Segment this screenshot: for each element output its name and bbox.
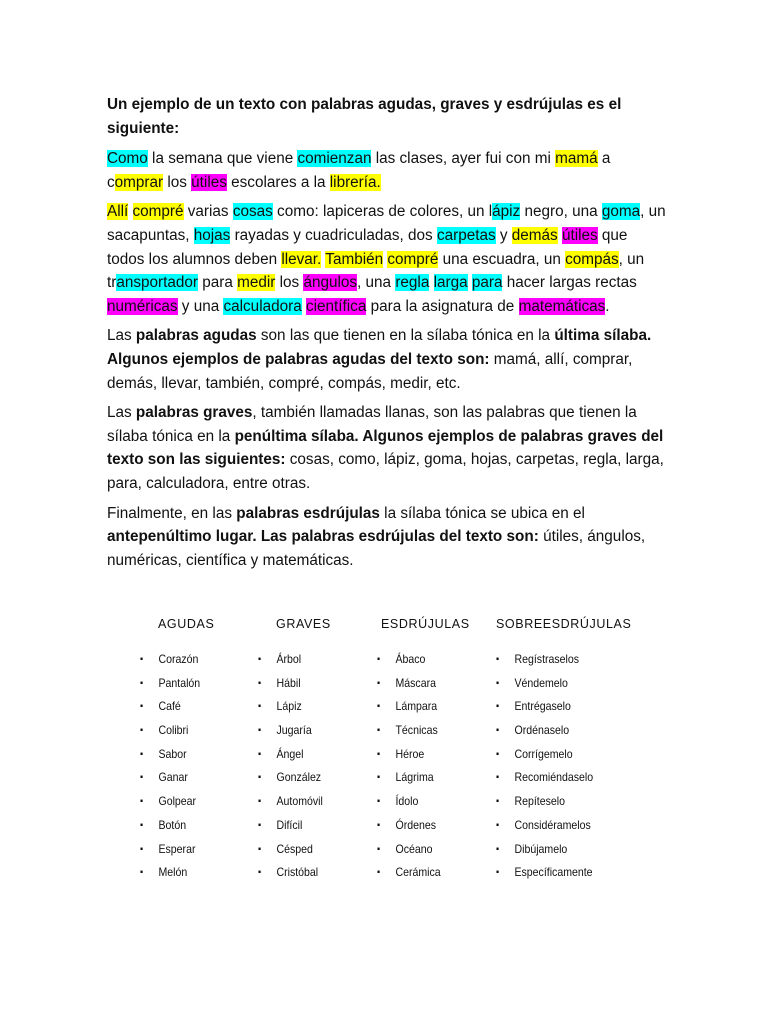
word-list-item <box>140 743 246 767</box>
word-list-item <box>496 814 602 838</box>
column-graves <box>258 612 381 885</box>
text-run: , también llamadas llanas, son las palabras que tienen la sílaba tónica en la <box>107 404 637 445</box>
word-list-item <box>258 695 364 719</box>
word-text: Ganar <box>158 770 188 785</box>
highlighted-word: ángulos <box>303 274 358 292</box>
text-run: son las que tienen en la sílaba tónica en la <box>256 327 555 345</box>
word-list-item <box>258 861 364 885</box>
text-run: , un sacapuntas, <box>107 203 666 244</box>
word-text: Océano <box>395 841 433 856</box>
bullet-icon: ▪ <box>496 796 500 808</box>
word-text: González <box>276 770 322 785</box>
column-header: AGUDAS <box>158 617 215 631</box>
highlighted-word: omprar <box>114 173 164 191</box>
example-paragraph-1 <box>107 147 667 194</box>
highlighted-word: cosas <box>232 203 273 221</box>
bullet-icon: ▪ <box>496 701 500 713</box>
highlighted-word: medir <box>237 274 276 292</box>
word-list-item <box>258 648 364 672</box>
column-header: GRAVES <box>276 617 331 631</box>
word-list-item <box>140 648 246 672</box>
word-list-item <box>140 790 246 814</box>
word-list-item <box>377 766 483 790</box>
word-text: Botón <box>158 817 187 832</box>
word-text: Cerámica <box>395 865 441 880</box>
word-text: Lápiz <box>276 699 302 714</box>
graves-paragraph <box>107 401 667 495</box>
bullet-icon: ▪ <box>496 748 500 760</box>
word-text: Sabor <box>158 746 187 761</box>
text-run: como: lapiceras de colores, un l <box>272 203 493 221</box>
bold-text: penúltima sílaba. Algunos ejemplos de palabras graves del texto son las siguientes: <box>107 427 664 469</box>
word-text: Lágrima <box>395 770 434 785</box>
word-list-item <box>258 719 364 743</box>
text-run: para la asignatura de <box>366 297 519 315</box>
example-paragraph-2 <box>107 200 667 318</box>
text-run <box>128 203 132 220</box>
text-run: varias <box>183 203 233 221</box>
text-run: rayadas y cuadriculadas, dos <box>230 226 437 244</box>
word-list-item <box>377 695 483 719</box>
word-text: Órdenes <box>395 817 436 832</box>
bullet-icon: ▪ <box>496 677 500 689</box>
esdrujulas-paragraph <box>107 502 667 573</box>
word-text: Colibri <box>158 723 189 738</box>
bullet-icon: ▪ <box>140 748 144 760</box>
text-block <box>107 93 667 578</box>
highlighted-word: demás <box>511 226 558 244</box>
highlighted-word: regla <box>395 274 430 292</box>
highlighted-word: goma <box>601 203 641 221</box>
bold-text: antepenúltimo lugar. Las palabras esdrújulas del texto son: <box>107 528 539 546</box>
word-text: Cristóbal <box>276 865 319 880</box>
text-run: la semana que viene <box>147 150 298 168</box>
highlighted-word: matemáticas <box>518 297 606 315</box>
word-list-item <box>377 790 483 814</box>
text-run: y <box>495 226 512 244</box>
highlighted-word: científica <box>305 297 367 315</box>
text-run: a c <box>107 150 611 191</box>
word-list-item <box>140 766 246 790</box>
highlighted-word: ansportador <box>116 274 198 292</box>
word-text: Ordénaselo <box>514 723 570 738</box>
word-text: Árbol <box>276 652 302 666</box>
highlighted-word: compás <box>565 250 619 268</box>
text-run: las clases, ayer fui con mi <box>371 150 556 168</box>
word-text: Considéramelos <box>514 817 591 832</box>
word-list-item <box>258 814 364 838</box>
heading: Un ejemplo de un texto con palabras agudas, graves y esdrújulas es el siguiente: <box>107 96 622 137</box>
word-list-item <box>140 695 246 719</box>
text-run: mamá, allí, comprar, demás, llevar, también, compré, compás, medir, etc. <box>107 350 633 392</box>
bullet-icon: ▪ <box>258 819 262 831</box>
bullet-icon: ▪ <box>258 677 262 689</box>
highlighted-word: calculadora <box>223 297 302 315</box>
word-list-item <box>377 672 483 696</box>
word-list-item <box>496 766 602 790</box>
highlighted-word: librería. <box>329 173 381 191</box>
bullet-icon: ▪ <box>140 819 144 831</box>
text-run: hacer largas rectas <box>502 274 637 292</box>
text-run: Las <box>107 327 136 345</box>
word-text: Automóvil <box>276 794 323 809</box>
word-text: Repíteselo <box>514 794 565 809</box>
text-run: , una <box>357 274 396 292</box>
highlighted-word: útiles <box>191 173 227 191</box>
bullet-icon: ▪ <box>258 701 262 713</box>
word-list-item <box>496 672 602 696</box>
word-list-item <box>496 861 602 885</box>
text-run: Finalmente, en las <box>107 504 237 522</box>
bullet-icon: ▪ <box>140 725 144 737</box>
highlighted-word: larga <box>433 274 468 292</box>
word-text: Dibújamelo <box>514 841 568 856</box>
text-run: y una <box>177 297 224 315</box>
word-text: Jugaría <box>276 723 312 738</box>
bullet-icon: ▪ <box>140 772 144 784</box>
text-run: . <box>605 297 610 315</box>
word-text: Recomiéndaselo <box>514 770 594 785</box>
word-list-item <box>140 672 246 696</box>
bullet-icon: ▪ <box>140 677 144 689</box>
bullet-icon: ▪ <box>258 654 262 665</box>
word-list-item <box>377 719 483 743</box>
word-list-item <box>258 838 364 862</box>
highlighted-word: comienzan <box>297 150 372 168</box>
word-text: Corrígemelo <box>514 746 573 761</box>
text-run: escolares a la <box>226 173 330 191</box>
highlighted-word: para <box>471 274 503 292</box>
highlighted-word: También <box>325 250 384 268</box>
word-text: Melón <box>158 865 188 880</box>
bullet-icon: ▪ <box>258 772 262 784</box>
bullet-icon: ▪ <box>140 701 144 713</box>
word-text: Máscara <box>395 675 436 690</box>
word-text: Pantalón <box>158 675 201 690</box>
text-run: una escuadra, un <box>438 250 566 268</box>
word-list-item <box>140 719 246 743</box>
bullet-icon: ▪ <box>258 867 262 879</box>
word-list-item <box>496 695 602 719</box>
bullet-icon: ▪ <box>377 701 381 713</box>
highlighted-word: compré <box>132 203 184 221</box>
word-list-item <box>496 719 602 743</box>
column-header: SOBREESDRÚJULAS <box>496 617 632 631</box>
bullet-icon: ▪ <box>496 772 500 784</box>
word-list-item <box>377 861 483 885</box>
word-list-item <box>258 672 364 696</box>
word-list-item <box>377 648 483 672</box>
word-list-item <box>377 743 483 767</box>
word-list-item <box>377 814 483 838</box>
word-text: Café <box>158 699 181 714</box>
word-text: Difícil <box>276 817 303 832</box>
word-text: Véndemelo <box>514 675 568 690</box>
text-run: , un tr <box>107 250 645 292</box>
bullet-icon: ▪ <box>377 677 381 689</box>
bold-text: palabras graves <box>135 404 253 422</box>
word-text: Héroe <box>395 746 425 761</box>
text-run: útiles, ángulos, numéricas, científica y matemáticas. <box>107 528 646 569</box>
highlighted-word: hojas <box>193 226 231 244</box>
text-run: negro, una <box>520 203 602 221</box>
word-list-item <box>377 838 483 862</box>
bold-text: palabras agudas <box>135 327 257 345</box>
bullet-icon: ▪ <box>377 725 381 737</box>
text-run: los <box>275 274 304 292</box>
bullet-icon: ▪ <box>377 772 381 784</box>
highlighted-word: compré <box>387 250 439 268</box>
word-text: Regístraselos <box>514 652 580 666</box>
word-list-item <box>258 766 364 790</box>
word-text: Hábil <box>276 675 301 690</box>
text-run: que todos los alumnos deben <box>107 226 628 268</box>
highlighted-word: útiles <box>561 226 598 244</box>
bullet-icon: ▪ <box>377 654 381 665</box>
word-list-item <box>496 743 602 767</box>
column-agudas <box>140 612 260 885</box>
word-list-item <box>140 814 246 838</box>
text-run: la sílaba tónica se ubica en el <box>379 504 585 522</box>
word-text: Golpear <box>158 794 197 809</box>
word-text: Lámpara <box>395 699 438 714</box>
word-text: Ángel <box>276 746 304 761</box>
bullet-icon: ▪ <box>140 843 144 855</box>
bullet-icon: ▪ <box>258 843 262 855</box>
bold-text: última sílaba. Algunos ejemplos de palabras agudas del texto son: <box>107 327 652 368</box>
bullet-icon: ▪ <box>140 867 144 879</box>
word-text: Entrégaselo <box>514 699 571 714</box>
bullet-icon: ▪ <box>258 748 262 760</box>
word-list-item <box>496 838 602 862</box>
word-text: Césped <box>276 841 313 856</box>
word-text: Ídolo <box>395 794 419 809</box>
highlighted-word: Como <box>107 150 148 168</box>
word-list-item <box>258 743 364 767</box>
bullet-icon: ▪ <box>258 796 262 808</box>
bullet-icon: ▪ <box>496 867 500 879</box>
bullet-icon: ▪ <box>496 654 500 665</box>
bullet-icon: ▪ <box>258 725 262 737</box>
bullet-icon: ▪ <box>377 748 381 760</box>
highlighted-word: ápiz <box>492 203 521 221</box>
word-text: Ábaco <box>395 652 426 666</box>
word-text: Corazón <box>158 652 199 666</box>
text-run: para <box>198 274 238 292</box>
bullet-icon: ▪ <box>377 819 381 831</box>
agudas-paragraph <box>107 324 667 395</box>
bullet-icon: ▪ <box>140 796 144 808</box>
word-list-item <box>496 790 602 814</box>
word-list-item <box>140 838 246 862</box>
bullet-icon: ▪ <box>377 867 381 879</box>
bullet-icon: ▪ <box>496 843 500 855</box>
text-run <box>429 274 433 291</box>
bullet-icon: ▪ <box>140 654 144 665</box>
bullet-icon: ▪ <box>496 819 500 831</box>
bold-text: palabras esdrújulas <box>236 504 380 522</box>
column-sobreesdrujulas <box>496 612 632 885</box>
bullet-icon: ▪ <box>377 796 381 808</box>
highlighted-word: Allí <box>107 203 129 221</box>
bullet-icon: ▪ <box>496 725 500 737</box>
word-list-item <box>258 790 364 814</box>
word-list-item <box>496 648 602 672</box>
highlighted-word: mamá <box>555 150 598 168</box>
word-text: Específicamente <box>514 865 593 880</box>
highlighted-word: llevar. <box>281 250 322 268</box>
word-list-item <box>140 861 246 885</box>
highlighted-word: carpetas <box>436 226 496 244</box>
word-text: Técnicas <box>395 723 438 738</box>
word-text: Esperar <box>158 841 196 856</box>
text-run: cosas, como, lápiz, goma, hojas, carpetas, regla, larga, para, calculadora, entre otras. <box>107 451 664 492</box>
highlighted-word: numéricas <box>107 297 178 315</box>
column-esdrujulas <box>377 612 500 885</box>
text-run: los <box>163 173 192 191</box>
text-run: Las <box>107 404 136 422</box>
column-header: ESDRÚJULAS <box>381 617 470 631</box>
bullet-icon: ▪ <box>377 843 381 855</box>
